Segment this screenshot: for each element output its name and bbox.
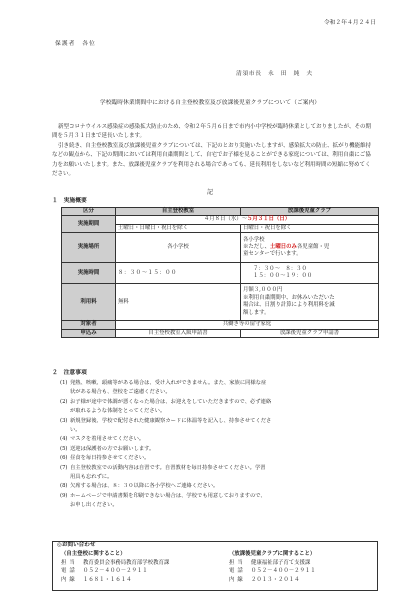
note-number: (2) xyxy=(60,398,68,405)
note-number: (1) xyxy=(60,380,68,386)
note-number: (8) xyxy=(60,483,68,490)
note-line: 欠席する場合は、８：３０以降に各小学校へご連絡ください。 xyxy=(70,483,219,490)
contact-club xyxy=(229,550,379,584)
cell-line: 童センターで行います。 xyxy=(243,251,302,258)
note-line: い。 xyxy=(70,427,81,434)
table-cell xyxy=(241,263,379,284)
table-cell: 日曜日・祝日を除く xyxy=(241,224,379,232)
table-row xyxy=(62,329,379,337)
note-line: お申し出ください。 xyxy=(70,502,118,509)
cell-text: 各児童館・児 xyxy=(296,244,330,251)
contact-key: 電話 xyxy=(229,568,246,575)
table-row xyxy=(62,216,379,224)
contact-box xyxy=(52,541,378,591)
row-label-period: 実施期間 xyxy=(62,216,116,233)
table-row xyxy=(62,263,379,284)
table-cell: 共働き等の留守家庭 xyxy=(116,321,379,329)
list-item xyxy=(60,454,378,463)
table-cell: 自主登校教室入級申請書 xyxy=(116,329,241,337)
contact-heading: （放課後児童クラブに関すること） xyxy=(229,551,316,557)
table-row xyxy=(62,208,379,216)
contact-heading: （自主登校に関すること） xyxy=(61,551,126,557)
contact-value: ２０１３・２０１４ xyxy=(251,576,300,583)
contact-row xyxy=(61,567,211,576)
notes-list xyxy=(60,379,378,511)
cell-line: ７：３０～ ８：３０ xyxy=(253,265,307,272)
contact-label: ◎お問い合わせ xyxy=(57,542,96,548)
note-line: 用具も忘れずに。 xyxy=(70,474,113,481)
list-item xyxy=(60,482,378,491)
table-cell xyxy=(241,233,379,263)
note-line: 発熱、咳嗽、頭痛等がある場合は、受け入れができません。また、家族に同様な症 xyxy=(70,380,267,386)
overview-table xyxy=(61,207,379,338)
intro-paragraph: 引き続き、自主登校教室及び放課後児童クラブについては、下記のとおり実施いたしますが、感染拡大の防止、拡がり機能維持などの観点から、下記の期間においては利用自粛期間として、自宅でお子様を見ることができる家庭については、利用自粛にご協力をお願いいたします。また、放課後児童クラブを利用される場合であっても、延長利用をしないなど利用時間の短縮に努めてください。 xyxy=(52,142,372,178)
table-header-cell: 放課後児童クラブ xyxy=(241,208,379,216)
cell-line: ※利用自粛期間中、お休みいただいた xyxy=(243,294,335,301)
document-date: 令和２年４月２４日 xyxy=(323,20,376,26)
ki-heading: 記 xyxy=(206,189,213,196)
row-label-place: 実施場所 xyxy=(62,233,116,263)
note-line: お子様が途中で体調が悪くなった場合は、お迎えをしていただきますので、必ず連絡 xyxy=(70,398,272,405)
list-item xyxy=(60,464,378,483)
list-item xyxy=(60,445,378,454)
contact-key: 電話 xyxy=(61,568,78,575)
note-number: (3) xyxy=(60,417,68,424)
section-heading-overview: １ 実施概要 xyxy=(52,198,87,204)
contact-row xyxy=(229,567,379,576)
cell-line: 各小学校 xyxy=(243,236,265,243)
row-label-time: 実施時間 xyxy=(62,263,116,284)
contact-value: ０５２－４００－２９１１ xyxy=(251,568,316,575)
table-row xyxy=(62,284,379,321)
note-line: 送迎は保護者の方でお願いします。 xyxy=(70,445,155,452)
contact-school xyxy=(61,550,211,584)
note-number: (9) xyxy=(60,492,68,499)
contact-value: ０５２－４００－２９１１ xyxy=(83,568,148,575)
row-label-target: 対象者 xyxy=(62,321,116,329)
note-line: ホームページで申請書類を印刷できない場合は、学校でも用意しておりますので、 xyxy=(70,492,266,499)
table-cell xyxy=(241,284,379,321)
table-row xyxy=(62,321,379,329)
list-item xyxy=(60,492,378,511)
intro-text xyxy=(52,123,374,179)
note-number: (4) xyxy=(60,436,68,443)
table-cell: ８：３０～１５：００ xyxy=(116,263,241,284)
table-cell: 無料 xyxy=(116,284,241,321)
cell-text: ※ただし、 xyxy=(243,244,270,251)
list-item xyxy=(60,379,378,398)
document-title: 学校臨時休業期間中における自主登校教室及び放課後児童クラブについて（ご案内） xyxy=(99,100,321,106)
contact-value: １６８１・１６１４ xyxy=(83,576,132,583)
contact-value: 健康福祉部子育て支援課 xyxy=(251,559,311,566)
note-line: が取れるような体制をとってください。 xyxy=(70,408,166,415)
list-item xyxy=(60,398,378,417)
cell-line: 月額３,０００円 xyxy=(243,287,283,294)
contact-key: 内線 xyxy=(229,576,246,583)
period-range xyxy=(116,216,379,224)
contact-row xyxy=(61,559,211,568)
highlight-text: 土曜日のみ xyxy=(269,244,297,251)
intro-paragraph: 新型コロナウイルス感染症の感染拡大防止のため、令和２年５月６日まで市内小中学校が臨時休業としておりましたが、その期間を５月３１日まで延長いたします。 xyxy=(52,124,371,140)
addressee: 保護者 各位 xyxy=(55,41,96,47)
cell-line: 場合は、日割り計算により利用料を減 xyxy=(243,302,335,309)
cell-line: １５：００～１９：００ xyxy=(253,273,313,280)
row-label-fee: 利用料 xyxy=(62,284,116,321)
period-range-text: ４月８日（水）～５月３１日（日） xyxy=(203,216,291,223)
note-number: (5) xyxy=(60,445,68,452)
note-line: 状がある場合も、登校をご遠慮ください。 xyxy=(70,389,171,396)
period-end-date: ５月３１日（日） xyxy=(247,216,291,223)
note-line: 自主登校教室での活動内容は自習です。自習教材を毎日持参させてください。学習 xyxy=(70,464,266,471)
section-heading-notes: ２ 注意事項 xyxy=(52,370,87,376)
table-row xyxy=(62,233,379,263)
contact-key: 担当 xyxy=(61,559,78,566)
note-number: (6) xyxy=(60,455,68,462)
sender: 清須市長 永 田 純 夫 xyxy=(236,71,313,77)
list-item xyxy=(60,435,378,444)
contact-key: 内線 xyxy=(61,576,78,583)
note-line: マスクを着用させてください。 xyxy=(70,436,145,443)
row-label-apply: 申込み xyxy=(62,329,116,337)
list-item xyxy=(60,417,378,436)
table-cell: 土曜日・日曜日・祝日を除く xyxy=(116,224,241,232)
table-header-cell: 自主登校教室 xyxy=(116,208,241,216)
note-line: 新規登録後、学校で配付された健康観察カードに体温等を記入し、持参させてくださ xyxy=(70,417,272,424)
cell-line: 額します。 xyxy=(243,309,270,316)
contact-row xyxy=(61,576,211,585)
table-cell: 放課後児童クラブ申請書 xyxy=(241,329,379,337)
table-header-cell: 区分 xyxy=(62,208,116,216)
note-line: 昼食を毎日持参させてください。 xyxy=(70,455,150,462)
table-cell: 各小学校 xyxy=(116,233,241,263)
note-number: (7) xyxy=(60,464,68,471)
contact-key: 担当 xyxy=(229,559,246,566)
contact-row xyxy=(229,576,379,585)
contact-row xyxy=(229,559,379,568)
contact-value: 教育委員会事務局教育部学校教育課 xyxy=(83,559,170,566)
